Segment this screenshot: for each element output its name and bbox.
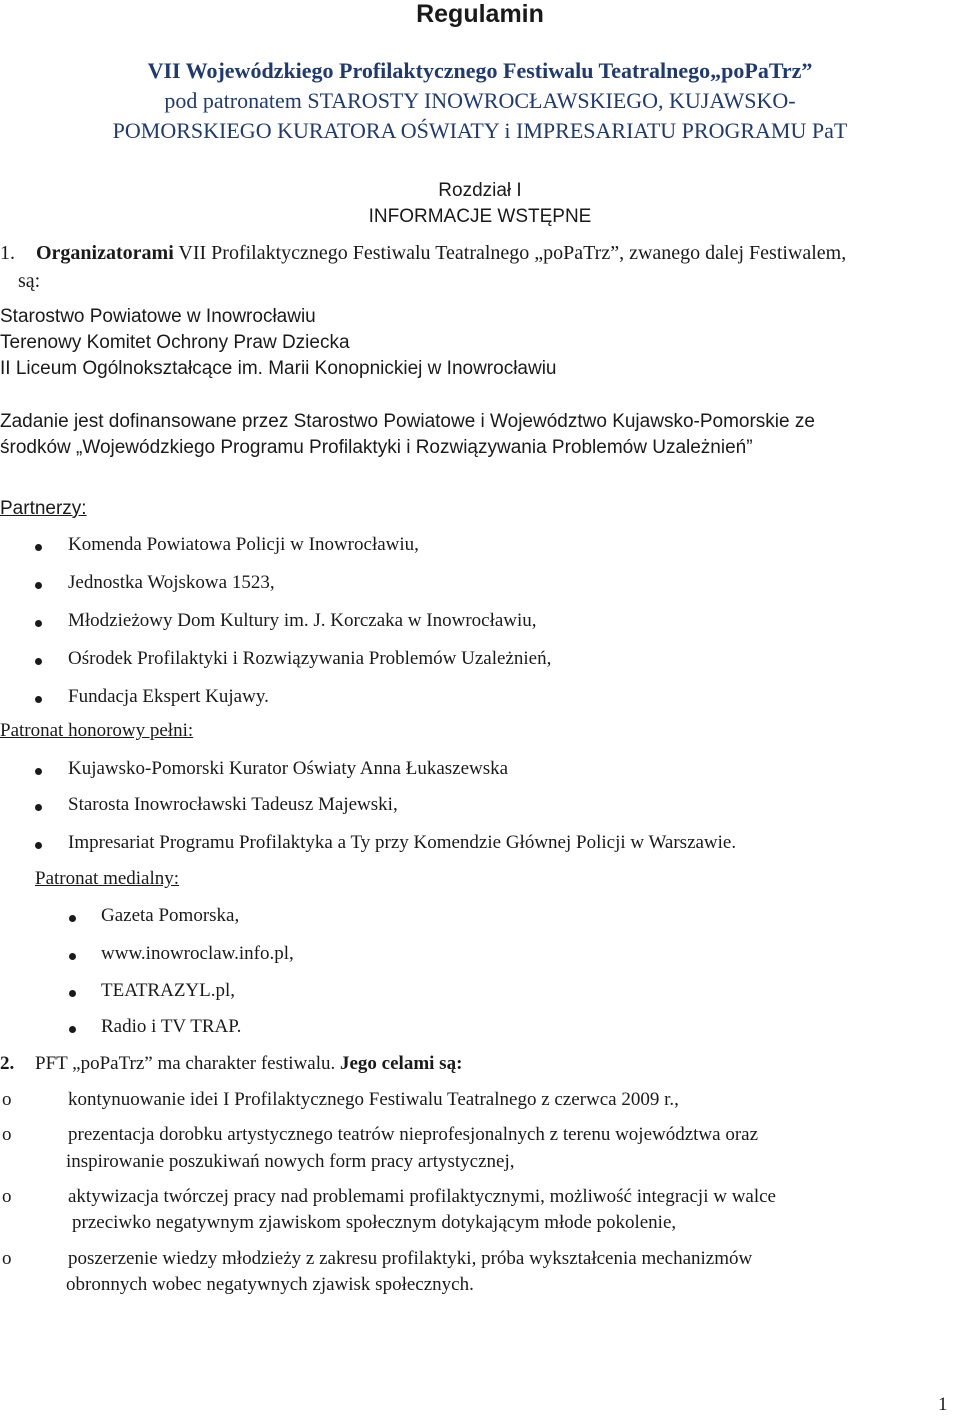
partner-item-5: Fundacja Ekspert Kujawy.: [68, 686, 269, 707]
subtitle-line-1: VII Wojewódzkiego Profilaktycznego Festiwalu Teatralnego„poPaTrz”: [147, 58, 813, 83]
point-2-text: PFT „poPaTrz” ma charakter festiwalu.: [35, 1053, 336, 1074]
point-2-bold: Jego celami są:: [339, 1053, 463, 1074]
media-item-2: www.inowroclaw.info.pl,: [101, 943, 294, 964]
point-1-continuation: są:: [18, 270, 41, 292]
point-2-number: 2.: [0, 1053, 15, 1074]
partner-item-1: Komenda Powiatowa Policji w Inowrocławiu,: [68, 534, 419, 555]
subtitle-line-2: pod patronatem STAROSTY INOWROCŁAWSKIEGO, KUJAWSKO-: [164, 88, 796, 113]
circle-bullet-icon: o: [2, 1089, 12, 1110]
organizer-3: II Liceum Ogólnokształcące im. Marii Konopnickiej w Inowrocławiu: [0, 358, 557, 379]
media-item-3: TEATRAZYL.pl,: [101, 980, 236, 1001]
point-1-line: [36, 242, 846, 265]
media-item-1: Gazeta Pomorska,: [101, 905, 240, 926]
bullet-icon: [69, 990, 76, 997]
bullet-icon: [69, 953, 76, 960]
bullet-icon: [69, 915, 76, 922]
page-number: 1: [938, 1394, 948, 1415]
goal-2-line-2: inspirowanie poszukiwań nowych form pracy artystycznej,: [66, 1151, 515, 1172]
funding-line-1: Zadanie jest dofinansowane przez Starostwo Powiatowe i Województwo Kujawsko-Pomorskie ze: [0, 411, 815, 432]
goal-4-line-2: obronnych wobec negatywnych zjawisk społecznych.: [66, 1274, 474, 1295]
honorary-item-2: Starosta Inowrocławski Tadeusz Majewski,: [68, 794, 398, 815]
media-item-4: Radio i TV TRAP.: [101, 1016, 242, 1037]
goal-4-line-1: poszerzenie wiedzy młodzieży z zakresu profilaktyki, próba wykształcenia mechanizmów: [68, 1248, 753, 1269]
point-1-lead: Organizatorami: [36, 242, 174, 264]
bullet-icon: [35, 544, 42, 551]
bullet-icon: [35, 582, 42, 589]
organizer-2: Terenowy Komitet Ochrony Praw Dziecka: [0, 332, 350, 353]
bullet-icon: [35, 620, 42, 627]
bullet-icon: [35, 768, 42, 775]
chapter-heading: INFORMACJE WSTĘPNE: [368, 206, 592, 227]
circle-bullet-icon: o: [2, 1186, 12, 1207]
goal-2-line-1: prezentacja dorobku artystycznego teatrów nieprofesjonalnych z terenu województwa oraz: [68, 1124, 759, 1145]
subtitle-line-3: POMORSKIEGO KURATORA OŚWIATY i IMPRESARIATU PROGRAMU PaT: [112, 118, 848, 143]
bullet-icon: [35, 696, 42, 703]
media-heading: Patronat medialny:: [35, 868, 180, 889]
partner-item-2: Jednostka Wojskowa 1523,: [68, 572, 275, 593]
bullet-icon: [35, 658, 42, 665]
goal-3-line-2: przeciwko negatywnym zjawiskom społecznym dotykającym młode pokolenie,: [72, 1212, 677, 1233]
document-title: Regulamin: [416, 0, 544, 28]
organizer-1: Starostwo Powiatowe w Inowrocławiu: [0, 306, 316, 327]
funding-line-2: środków „Wojewódzkiego Programu Profilaktyki i Rozwiązywania Problemów Uzależnień”: [0, 437, 753, 458]
bullet-icon: [35, 842, 42, 849]
bullet-icon: [35, 804, 42, 811]
partner-item-4: Ośrodek Profilaktyki i Rozwiązywania Problemów Uzależnień,: [68, 648, 552, 669]
partner-item-3: Młodzieżowy Dom Kultury im. J. Korczaka w Inowrocławiu,: [68, 610, 537, 631]
partners-heading: Partnerzy:: [0, 498, 87, 519]
point-2-line: [35, 1053, 462, 1075]
point-1-text: VII Profilaktycznego Festiwalu Teatralnego „poPaTrz”, zwanego dalej Festiwalem,: [178, 242, 847, 264]
honorary-heading: Patronat honorowy pełni:: [0, 720, 194, 741]
circle-bullet-icon: o: [2, 1124, 12, 1145]
goal-1-line-1: kontynuowanie idei I Profilaktycznego Festiwalu Teatralnego z czerwca 2009 r.,: [68, 1089, 679, 1110]
point-1-number: 1.: [0, 242, 15, 264]
goal-3-line-1: aktywizacja twórczej pracy nad problemami profilaktycznymi, możliwość integracji w walce: [68, 1186, 776, 1207]
honorary-item-1: Kujawsko-Pomorski Kurator Oświaty Anna Łukaszewska: [68, 758, 509, 779]
chapter-label: Rozdział I: [438, 180, 522, 201]
circle-bullet-icon: o: [2, 1248, 12, 1269]
bullet-icon: [69, 1026, 76, 1033]
honorary-item-3: Impresariat Programu Profilaktyka a Ty przy Komendzie Głównej Policji w Warszawie.: [68, 832, 737, 853]
